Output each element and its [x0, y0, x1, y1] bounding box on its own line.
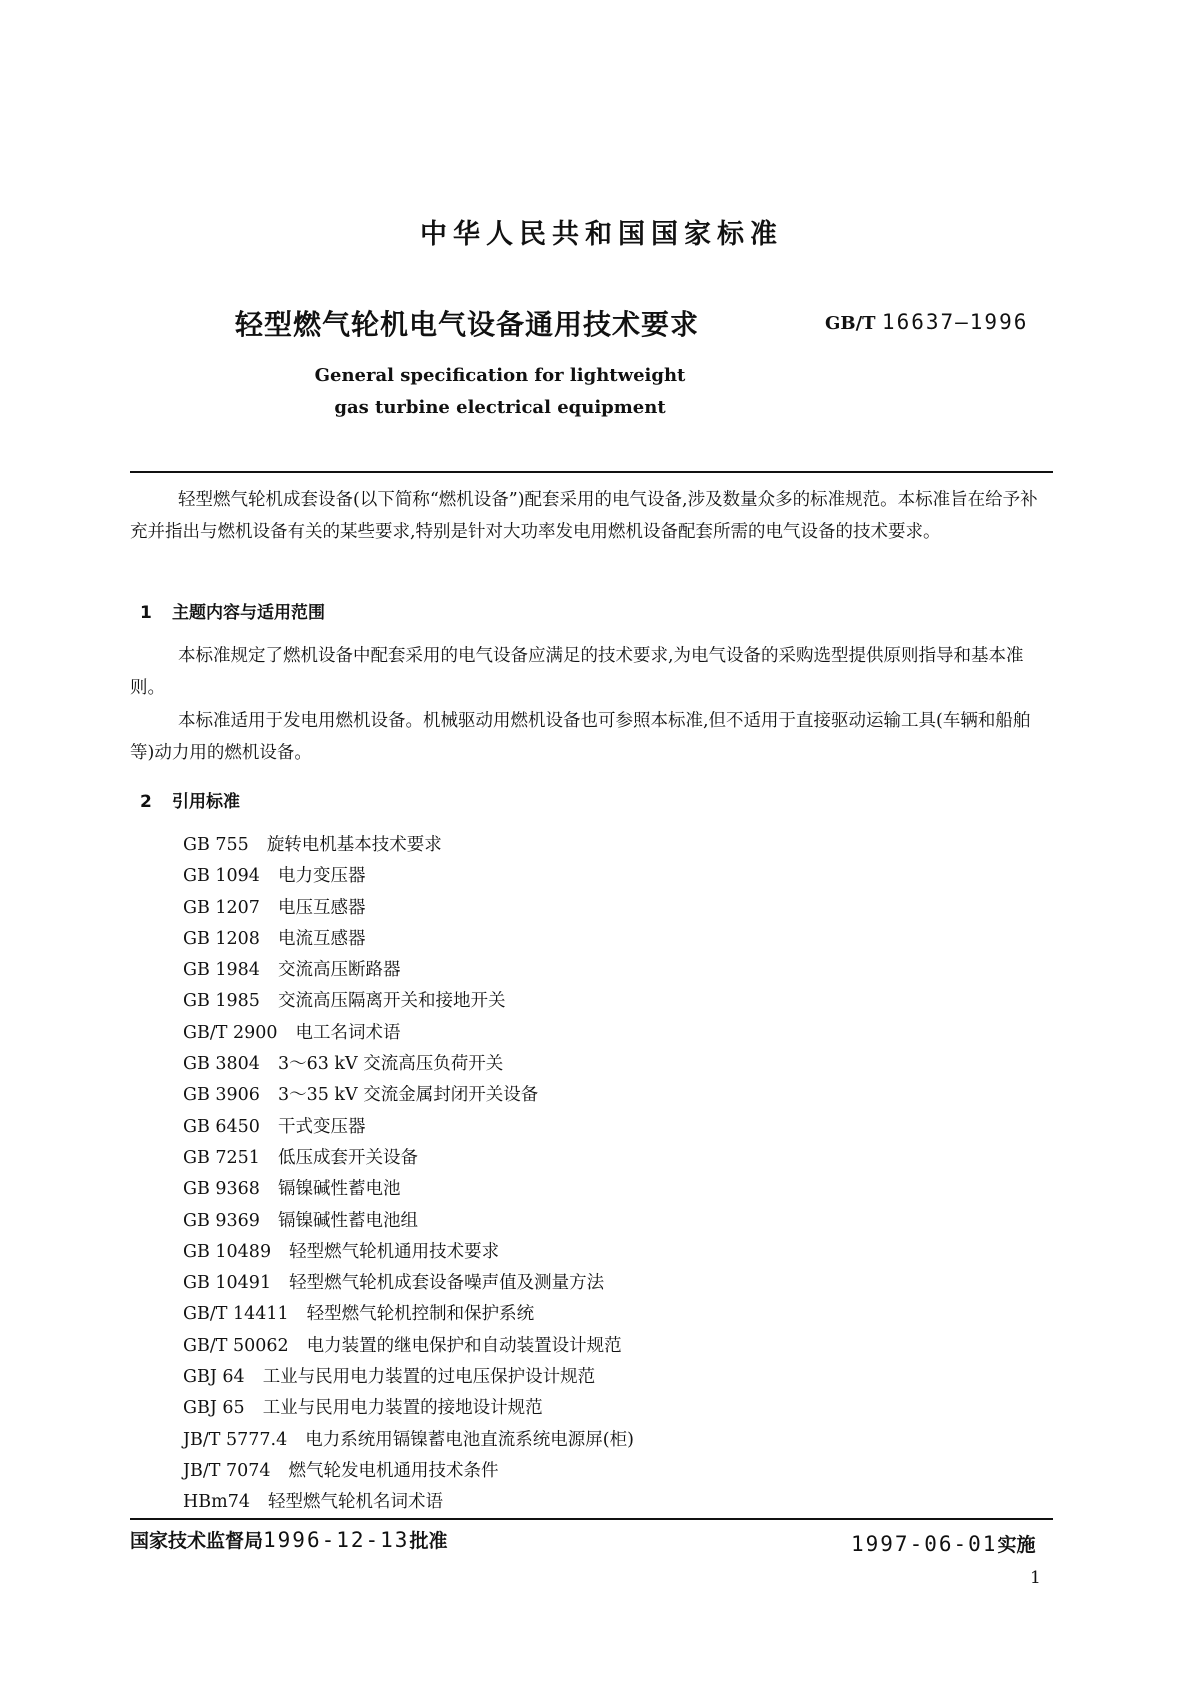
reference-item: [183, 861, 634, 892]
reference-item: [183, 1268, 634, 1299]
reference-title: 轻型燃气轮机成套设备噪声值及测量方法: [289, 1273, 605, 1294]
reference-title: 电力系统用镉镍蓄电池直流系统电源屏(柜): [305, 1429, 634, 1450]
reference-item: [183, 1049, 634, 1080]
reference-title: 交流高压隔离开关和接地开关: [277, 991, 506, 1012]
reference-code: GBJ 64: [183, 1367, 245, 1388]
reference-title: 交流高压断路器: [277, 960, 401, 981]
reference-code: GB/T 50062: [183, 1335, 289, 1356]
section-1-heading: [140, 598, 325, 623]
reference-item: [183, 986, 634, 1017]
reference-title: 干式变压器: [277, 1116, 366, 1137]
reference-item: [183, 1018, 634, 1049]
reference-code: GB 755: [183, 835, 249, 855]
reference-code: GB 7251: [183, 1147, 260, 1168]
section-2-number: 2: [140, 792, 152, 812]
reference-code: GB 10489: [183, 1241, 272, 1262]
effective-line: [851, 1530, 1035, 1557]
reference-item: [183, 1456, 634, 1487]
reference-title: 电力变压器: [277, 866, 366, 887]
effective-date: 1997-06-01: [851, 1532, 998, 1556]
reference-code: GB 1094: [183, 866, 260, 887]
reference-code: GB 3804: [183, 1054, 260, 1075]
reference-code: GBJ 65: [183, 1398, 245, 1419]
reference-title: 轻型燃气轮机通用技术要求: [289, 1241, 500, 1262]
reference-code: GB 1207: [183, 897, 260, 918]
standard-code-prefix: GB/T: [825, 313, 876, 334]
reference-code: JB/T 5777.4: [183, 1429, 288, 1450]
reference-item: [183, 1174, 634, 1205]
approving-authority: 国家技术监督局: [130, 1530, 264, 1552]
approval-date: 1996-12-13: [263, 1528, 410, 1552]
reference-code: GB 9369: [183, 1210, 260, 1231]
standard-title-en-line1: General specification for lightweight: [314, 365, 686, 386]
reference-title: 3～63 kV 交流高压负荷开关: [277, 1054, 504, 1075]
reference-title: 电流互感器: [277, 928, 366, 949]
reference-title: 燃气轮发电机通用技术条件: [288, 1460, 499, 1481]
reference-list: [183, 830, 634, 1519]
reference-title: 电工名词术语: [295, 1022, 401, 1043]
reference-item: [183, 1112, 634, 1143]
reference-title: 低压成套开关设备: [277, 1147, 418, 1168]
approval-suffix: 批准: [409, 1530, 448, 1552]
reference-title: 镉镍碱性蓄电池: [277, 1179, 401, 1200]
reference-code: HBm74: [183, 1492, 250, 1513]
standard-code: [825, 310, 1028, 334]
section-1-paragraph-1: 本标准规定了燃机设备中配套采用的电气设备应满足的技术要求,为电气设备的采购选型提供原则指导和基本准则。: [130, 646, 1024, 698]
reference-item: [183, 1393, 634, 1424]
reference-item: [183, 1143, 634, 1174]
reference-code: GB 6450: [183, 1116, 260, 1137]
reference-item: [183, 830, 634, 861]
reference-code: GB/T 14411: [183, 1304, 289, 1325]
reference-title: 轻型燃气轮机控制和保护系统: [306, 1304, 535, 1325]
reference-code: GB 1985: [183, 991, 260, 1012]
effective-suffix: 实施: [997, 1534, 1036, 1556]
reference-item: [183, 1206, 634, 1237]
reference-item: [183, 1080, 634, 1111]
reference-title: 电压互感器: [277, 897, 366, 918]
header-divider: [130, 471, 1053, 473]
reference-title: 电力装置的继电保护和自动装置设计规范: [306, 1335, 622, 1356]
reference-code: GB 1984: [183, 960, 260, 981]
reference-item: [183, 893, 634, 924]
reference-title: 轻型燃气轮机名词术语: [267, 1492, 443, 1513]
org-title: 中华人民共和国国家标准: [420, 219, 783, 250]
reference-item: [183, 1362, 634, 1393]
reference-code: GB 3906: [183, 1085, 260, 1106]
reference-code: GB 10491: [183, 1273, 272, 1294]
reference-code: GB/T 2900: [183, 1022, 278, 1043]
reference-title: 3～35 kV 交流金属封闭开关设备: [277, 1085, 539, 1106]
standard-code-number: 16637—1996: [881, 310, 1029, 334]
intro-paragraph: 轻型燃气轮机成套设备(以下简称“燃机设备”)配套采用的电气设备,涉及数量众多的标准规范。本标准旨在给予补充并指出与燃机设备有关的某些要求,特别是针对大功率发电用燃机设备配套所需的电气设备的技术要求。: [130, 490, 1038, 542]
reference-item: [183, 1487, 634, 1518]
section-1-title: 主题内容与适用范围: [172, 603, 325, 623]
footer-divider: [130, 1518, 1053, 1520]
reference-item: [183, 955, 634, 986]
approval-line: [130, 1526, 447, 1553]
section-2-heading: [140, 787, 240, 812]
section-2-title: 引用标准: [172, 792, 240, 812]
reference-item: [183, 1331, 634, 1362]
reference-code: GB 1208: [183, 928, 260, 949]
reference-code: GB 9368: [183, 1179, 260, 1200]
standard-title-en-line2: gas turbine electrical equipment: [334, 397, 666, 418]
reference-code: JB/T 7074: [183, 1460, 271, 1481]
section-1-paragraph-2: 本标准适用于发电用燃机设备。机械驱动用燃机设备也可参照本标准,但不适用于直接驱动运输工具(车辆和船舶等)动力用的燃机设备。: [130, 711, 1031, 763]
reference-title: 旋转电机基本技术要求: [266, 835, 442, 855]
page-number: 1: [1030, 1568, 1041, 1588]
reference-item: [183, 1237, 634, 1268]
reference-title: 工业与民用电力装置的过电压保护设计规范: [262, 1367, 596, 1388]
reference-item: [183, 924, 634, 955]
section-1-number: 1: [140, 603, 152, 623]
reference-item: [183, 1425, 634, 1456]
reference-title: 镉镍碱性蓄电池组: [277, 1210, 418, 1231]
reference-item: [183, 1299, 634, 1330]
reference-title: 工业与民用电力装置的接地设计规范: [262, 1398, 543, 1419]
standard-title-cn: 轻型燃气轮机电气设备通用技术要求: [235, 308, 700, 341]
